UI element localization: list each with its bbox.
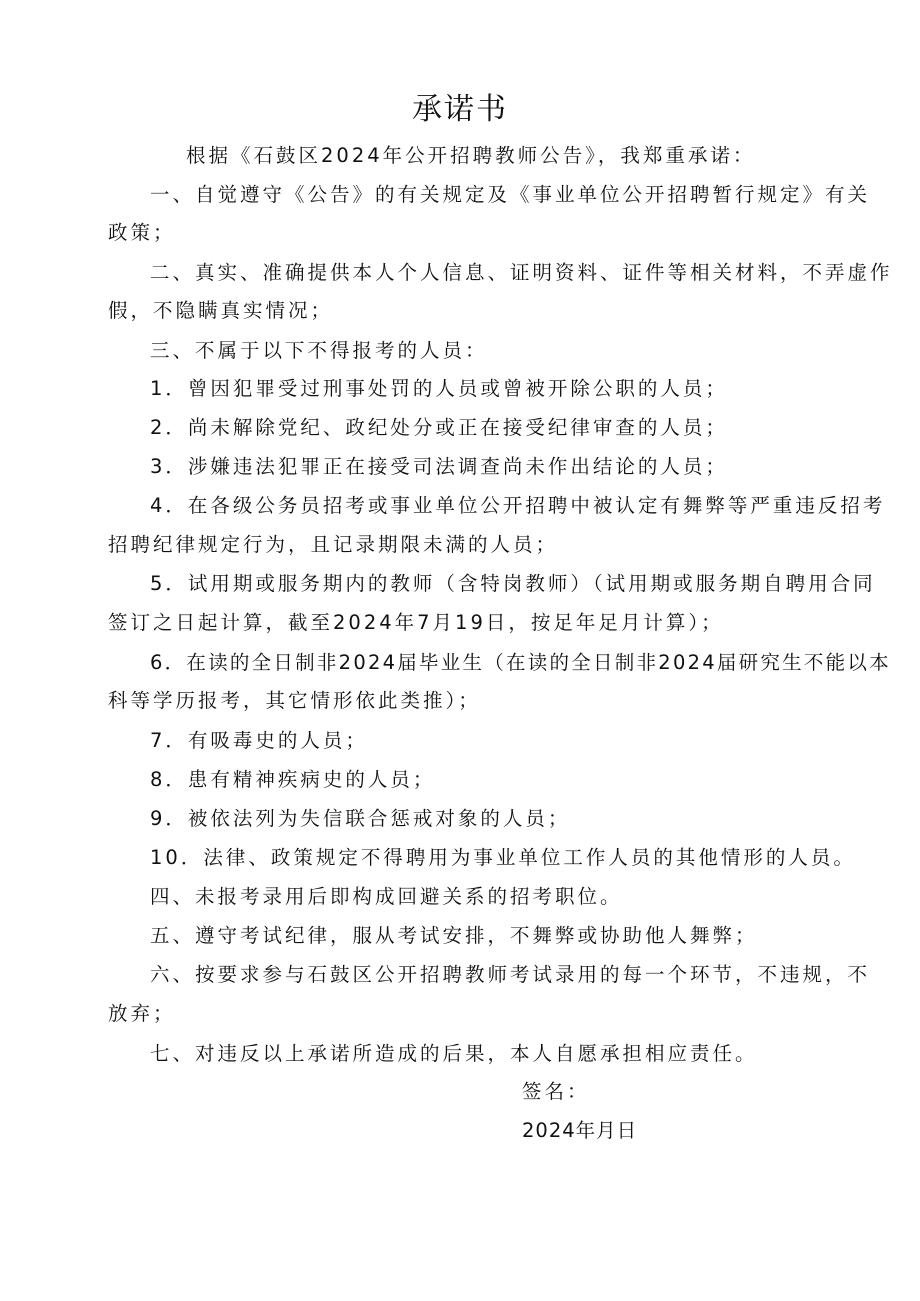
item-1-line-2: 政策； — [108, 221, 176, 244]
item-5: 五、遵守考试纪律，服从考试安排，不舞弊或协助他人舞弊； — [150, 924, 758, 947]
sub-item-3: 3．涉嫌违法犯罪正在接受司法调查尚未作出结论的人员； — [150, 455, 728, 478]
sub-item-1: 1．曾因犯罪受过刑事处罚的人员或曾被开除公职的人员； — [150, 377, 728, 400]
sub-item-2: 2．尚未解除党纪、政纪处分或正在接受纪律审查的人员； — [150, 416, 728, 439]
sub-item-6-line-1: 6．在读的全日制非2024届毕业生（在读的全日制非2024届研究生不能以本 — [150, 651, 891, 674]
item-6-line-2: 放弃； — [108, 1002, 176, 1025]
sub-item-5-line-1: 5．试用期或服务期内的教师（含特岗教师）（试用期或服务期自聘用合同 — [150, 572, 876, 595]
date-label: 2024年月日 — [522, 1119, 638, 1142]
sub-item-10: 10．法律、政策规定不得聘用为事业单位工作人员的其他情形的人员。 — [150, 846, 856, 869]
sub-item-6-line-2: 科等学历报考，其它情形依此类推）； — [108, 689, 481, 712]
sub-item-8: 8．患有精神疾病史的人员； — [150, 768, 436, 791]
item-6-line-1: 六、按要求参与石鼓区公开招聘教师考试录用的每一个环节，不违规，不 — [150, 963, 871, 986]
sub-item-4-line-2: 招聘纪律规定行为，且记录期限未满的人员； — [108, 533, 559, 556]
item-4: 四、未报考录用后即构成回避关系的招考职位。 — [150, 885, 623, 908]
sub-item-7: 7．有吸毒史的人员； — [150, 729, 368, 752]
item-1-line-1: 一、自觉遵守《公告》的有关规定及《事业单位公开招聘暂行规定》有关 — [150, 183, 871, 206]
item-2-line-2: 假，不隐瞒真实情况； — [108, 299, 334, 322]
sub-item-9: 9．被依法列为失信联合惩戒对象的人员； — [150, 807, 571, 830]
item-2-line-1: 二、真实、准确提供本人个人信息、证明资料、证件等相关材料，不弄虚作 — [150, 261, 893, 284]
intro-paragraph: 根据《石鼓区2024年公开招聘教师公告》，我郑重承诺： — [186, 144, 756, 167]
sub-item-5-line-2: 签订之日起计算，截至2024年7月19日，按足年足月计算）； — [108, 611, 724, 634]
sub-item-4-line-1: 4．在各级公务员招考或事业单位公开招聘中被认定有舞弊等严重违反招考 — [150, 494, 886, 517]
document-title: 承诺书 — [412, 92, 508, 127]
item-3: 三、不属于以下不得报考的人员： — [150, 339, 488, 362]
item-7: 七、对违反以上承诺所造成的后果，本人自愿承担相应责任。 — [150, 1042, 758, 1065]
signature-label: 签名： — [522, 1080, 590, 1103]
